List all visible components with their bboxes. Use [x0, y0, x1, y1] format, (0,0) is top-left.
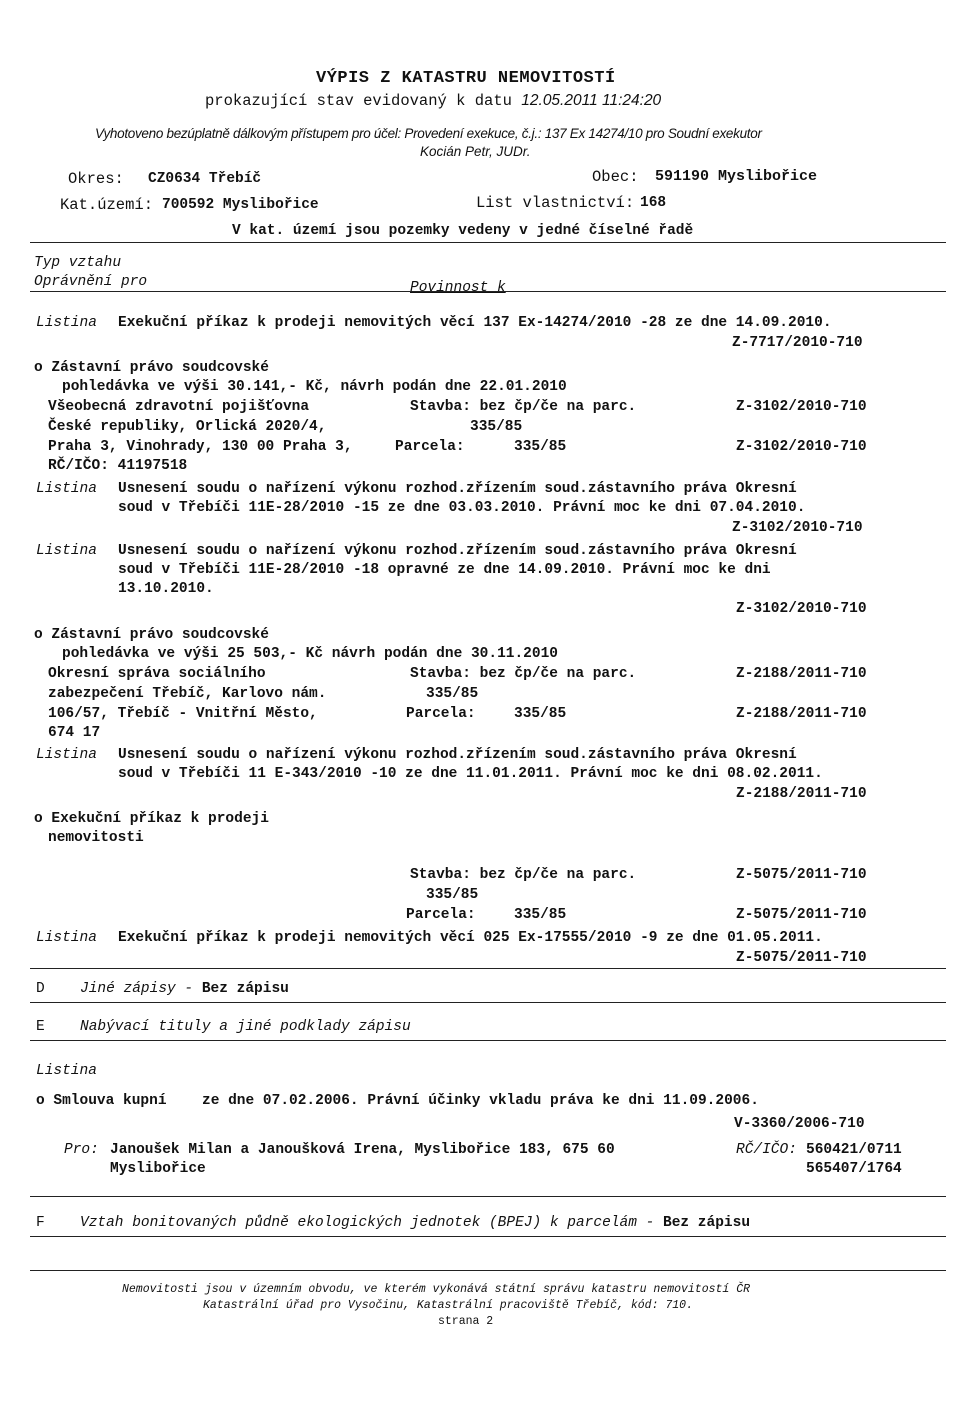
subtitle-prefix: prokazující stav evidovaný k datu	[205, 92, 512, 110]
section-f-status: Bez zápisu	[663, 1215, 751, 1231]
purpose-note-line1: Vyhotoveno bezúplatně dálkovým přístupem pro účel: Provedení exekuce, č.j.: 137 Ex 14274/10 pro Soudní exekutor	[95, 126, 762, 141]
section-f-title	[80, 1214, 750, 1232]
reference-number: Z-7717/2010-710	[732, 335, 863, 351]
listina-label: Listina	[36, 481, 97, 497]
section-d-letter: D	[36, 981, 45, 997]
reference-number: Z-2188/2011-710	[736, 706, 867, 722]
obec-value: 591190 Myslibořice	[655, 168, 818, 185]
list-vlastnictvi-value: 168	[640, 195, 667, 211]
divider	[30, 968, 946, 969]
creditor-line: zabezpečení Třebíč, Karlovo nám.	[48, 686, 327, 702]
zastavni-pravo-heading: o Zástavní právo soudcovské	[34, 627, 269, 643]
footer-line: Katastrální úřad pro Vysočinu, Katastrální pracoviště Třebíč, kód: 710.	[203, 1299, 693, 1312]
column-povinnost-k: Povinnost k	[410, 280, 506, 296]
listina-label: Listina	[36, 543, 97, 559]
reference-number: Z-2188/2011-710	[736, 666, 867, 682]
creditor-line: České republiky, Orlická 2020/4,	[48, 419, 327, 435]
rc-ico-label: RČ/IČO:	[736, 1142, 797, 1158]
divider	[30, 1040, 946, 1041]
section-f-letter: F	[36, 1215, 45, 1231]
subtitle-datetime: 12.05.2011 11:24:20	[521, 92, 662, 109]
divider	[30, 242, 946, 243]
listina-label: Listina	[36, 1063, 97, 1079]
obec-label: Obec:	[592, 168, 639, 186]
listina-text: Exekuční příkaz k prodeji nemovitých věcí 025 Ex-17555/2010 -9 ze dne 01.05.2011.	[118, 930, 823, 946]
reference-number: Z-3102/2010-710	[736, 399, 867, 415]
reference-number: Z-2188/2011-710	[736, 786, 867, 802]
listina-text: soud v Třebíči 11E-28/2010 -15 ze dne 03.03.2010. Právní moc ke dni 07.04.2010.	[118, 500, 806, 516]
section-d-title	[80, 980, 289, 998]
okres-value: CZ0634 Třebíč	[148, 171, 262, 187]
parcela-label: Parcela:	[395, 439, 465, 455]
reference-number: Z-3102/2010-710	[736, 439, 867, 455]
reference-number: Z-3102/2010-710	[732, 520, 863, 536]
creditor-line: 106/57, Třebíč - Vnitřní Město,	[48, 706, 318, 722]
divider	[30, 1236, 946, 1237]
creditor-line: 674 17	[48, 725, 101, 741]
ciselna-rada-note: V kat. území jsou pozemky vedeny v jedné číselné řadě	[232, 223, 694, 239]
smlouva-kupni: o Smlouva kupní	[36, 1093, 167, 1109]
reference-number: Z-5075/2011-710	[736, 867, 867, 883]
purpose-note-line2: Kocián Petr, JUDr.	[420, 144, 531, 159]
creditor-line: Okresní správa sociálního	[48, 666, 266, 682]
section-d-status: Bez zápisu	[201, 981, 289, 997]
listina-label: Listina	[36, 747, 97, 763]
okres-label: Okres:	[68, 170, 124, 188]
footer-divider	[30, 1270, 946, 1271]
parcela-label: Parcela:	[406, 907, 476, 923]
reference-number: V-3360/2006-710	[734, 1116, 865, 1132]
document-title: VÝPIS Z KATASTRU NEMOVITOSTÍ	[316, 69, 616, 88]
divider	[30, 291, 946, 292]
owner-text: Janoušek Milan a Janoušková Irena, Myslibořice 183, 675 60	[110, 1142, 615, 1158]
exekucni-prikaz-heading: o Exekuční příkaz k prodeji	[34, 811, 269, 827]
document-subtitle	[205, 92, 661, 110]
pohledavka-text: pohledávka ve výši 25 503,- Kč návrh podán dne 30.11.2010	[62, 646, 558, 662]
listina-text: 13.10.2010.	[118, 581, 214, 597]
parcel-number: 335/85	[514, 439, 567, 455]
list-vlastnictvi-label: List vlastnictví:	[476, 194, 635, 212]
katastralni-uzemi-value: 700592 Myslibořice	[162, 197, 319, 213]
exekucni-prikaz-heading: nemovitosti	[48, 830, 144, 846]
pohledavka-text: pohledávka ve výši 30.141,- Kč, návrh podán dne 22.01.2010	[62, 379, 567, 395]
listina-label: Listina	[36, 930, 97, 946]
listina-text: soud v Třebíči 11E-28/2010 -18 opravné ze dne 14.09.2010. Právní moc ke dni	[118, 562, 771, 578]
listina-label: Listina	[36, 315, 97, 331]
creditor-line: Praha 3, Vinohrady, 130 00 Praha 3,	[48, 439, 353, 455]
rc-ico-value: 565407/1764	[806, 1161, 902, 1177]
reference-number: Z-5075/2011-710	[736, 907, 867, 923]
zastavni-pravo-heading: o Zástavní právo soudcovské	[34, 360, 269, 376]
section-f-text: Vztah bonitovaných půdně ekologických jednotek (BPEJ) k parcelám -	[80, 1215, 655, 1231]
katastralni-uzemi-label: Kat.území:	[60, 196, 154, 214]
parcel-number: 335/85	[470, 419, 523, 435]
listina-text: Usnesení soudu o nařízení výkonu rozhod.zřízením soud.zástavního práva Okresní	[118, 747, 797, 763]
creditor-line: Všeobecná zdravotní pojišťovna	[48, 399, 310, 415]
page-number: strana 2	[438, 1315, 494, 1328]
parcela-label: Parcela:	[406, 706, 476, 722]
pro-label: Pro:	[64, 1142, 99, 1158]
smlouva-detail: ze dne 07.02.2006. Právní účinky vkladu práva ke dni 11.09.2006.	[202, 1093, 759, 1109]
section-d-text: Jiné zápisy -	[80, 981, 194, 997]
reference-number: Z-5075/2011-710	[736, 950, 867, 966]
column-opravneni-pro: Oprávnění pro	[34, 274, 148, 290]
parcel-number: 335/85	[514, 907, 567, 923]
creditor-line: RČ/IČO: 41197518	[48, 458, 188, 474]
listina-text: Exekuční příkaz k prodeji nemovitých věcí 137 Ex-14274/2010 -28 ze dne 14.09.2010.	[118, 315, 832, 331]
column-typ-vztahu: Typ vztahu	[34, 255, 122, 271]
divider	[30, 1196, 946, 1197]
footer-line: Nemovitosti jsou v územním obvodu, ve kterém vykonává státní správu katastru nemovitostí ČR	[122, 1283, 751, 1296]
divider	[30, 1002, 946, 1003]
stavba-text: Stavba: bez čp/če na parc.	[410, 867, 637, 883]
parcel-number: 335/85	[426, 887, 479, 903]
reference-number: Z-3102/2010-710	[736, 601, 867, 617]
listina-text: soud v Třebíči 11 E-343/2010 -10 ze dne 11.01.2011. Právní moc ke dni 08.02.2011.	[118, 766, 823, 782]
parcel-number: 335/85	[514, 706, 567, 722]
rc-ico-value: 560421/0711	[806, 1142, 902, 1158]
owner-text: Myslibořice	[110, 1161, 206, 1177]
section-e-letter: E	[36, 1019, 45, 1035]
listina-text: Usnesení soudu o nařízení výkonu rozhod.zřízením soud.zástavního práva Okresní	[118, 481, 797, 497]
listina-text: Usnesení soudu o nařízení výkonu rozhod.zřízením soud.zástavního práva Okresní	[118, 543, 797, 559]
section-e-title: Nabývací tituly a jiné podklady zápisu	[80, 1019, 411, 1035]
parcel-number: 335/85	[426, 686, 479, 702]
stavba-text: Stavba: bez čp/če na parc.	[410, 666, 637, 682]
stavba-text: Stavba: bez čp/če na parc.	[410, 399, 637, 415]
